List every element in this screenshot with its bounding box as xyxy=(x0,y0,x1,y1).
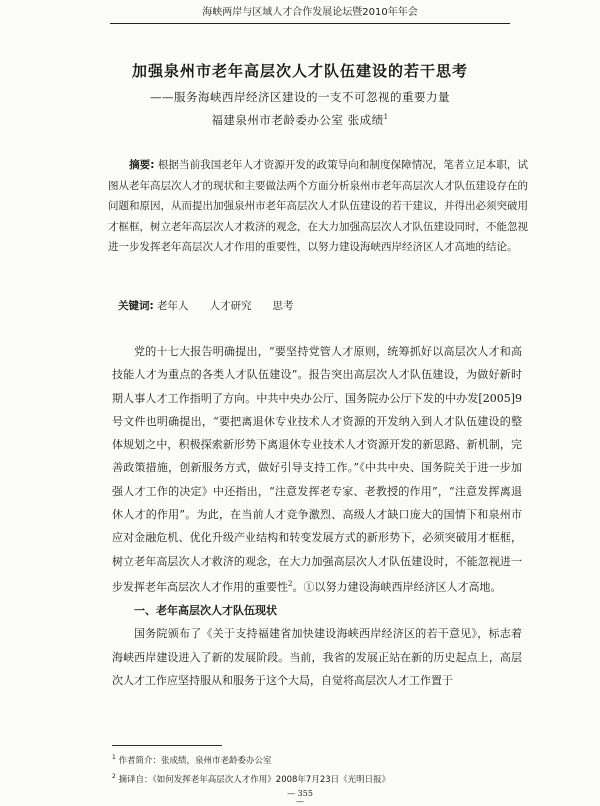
footnote-text: 摘译自：《如何发挥老年高层次人才作用》2008年7月23日《光明日报》 xyxy=(118,774,391,785)
footnote-text: 作者简介：张成绩，泉州市老龄委办公室 xyxy=(118,755,272,766)
footnote-mark: 1 xyxy=(112,754,116,761)
paper-title: 加强泉州市老年高层次人才队伍建设的若干思考 xyxy=(131,62,468,80)
abstract-label: 摘要: xyxy=(129,159,155,171)
keywords-text: 老年人 人才研究 思考 xyxy=(157,300,294,312)
paragraph xyxy=(112,340,522,599)
running-header: 海峡两岸与区域人才合作发展论坛暨2010年年会 xyxy=(110,6,510,24)
author-affiliation: 福建泉州市老龄委办公室 xyxy=(211,113,344,127)
paragraph-text: 党的十七大报告明确提出，“要坚持党管人才原则，统筹抓好以高层次人才和高技能人才为重点的各类人才队伍建设”。报告突出高层次人才队伍建设，为做好新时期人事人才工作指明了方向。中共中央办公厅、国务院办公厅下发的中办发[2005]9 号文件也明确提出，“要把离退休专业技术人才资源的开发纳入到人才队伍建设的整体规划之中，积极探索新形势下离退休专业技术人才资源开发的新思路、新机制，完善政策措施，创新服务方式，做好引导支持工作。”《中共中央、国务院关于进一步加强人才工作的决定》中还指出，“注意发挥老专家、老教授的作用”，“注意发挥离退休人才的作用”。为此，在当前人才竞争激烈、高级人才缺口庞大的国情下和泉州市应对金融危机、优化升级产业结构和转变发展方式的新形势下，必须突破用才框框，树立老年高层次人才救济的观念，在大力加强高层次人才队伍建设时，不能忽视进一步发挥老年高层次人才作用的重要性 xyxy=(112,345,522,594)
footnote-mark: 2 xyxy=(112,772,116,780)
author-name: 张成绩 xyxy=(347,113,384,127)
keywords-label: 关键词: xyxy=(118,300,154,312)
page-number: — 355 — xyxy=(287,789,313,806)
section-heading: 一、老年高层次人才队伍现状 xyxy=(134,603,277,617)
citation-mark: 2 xyxy=(288,579,293,588)
keywords xyxy=(118,297,518,315)
abstract-text: 根据当前我国老年人才资源开发的政策导向和制度保障情况，笔者立足本职，试图从老年高层次人才的现状和主要做法两个方面分析泉州市老年高层次人才队伍建设存在的问题和原因，从而提出加强泉州市老年高层次人才队伍建设的若干建议，并得出必须突破用才框框，树立老年高层次人才救济的观念，在大力加强高层次人才队伍建设同时，不能忽视进一步发挥老年高层次人才作用的重要性，以努力建设海峡西岸经济区人才高地的结论。 xyxy=(108,159,529,253)
abstract xyxy=(108,155,528,258)
paragraph: 国务院颁布了《关于支持福建省加快建设海峡西岸经济区的若干意见》，标志着海峡西岸建设进入了新的发展阶段。当前，我省的发展正站在新的历史起点上，高层次人才工作应坚持服从和服务于这个大局，自觉将高层次人才工作置于 xyxy=(112,627,522,687)
footnote-rule xyxy=(112,745,222,746)
footnote xyxy=(112,750,532,769)
footnotes xyxy=(112,750,532,788)
body-text xyxy=(112,340,522,692)
paragraph-text-tail: 。①以努力建设海峡西岸经济区人才高地。 xyxy=(292,580,502,594)
footnote xyxy=(112,769,532,788)
author-line xyxy=(0,112,600,128)
paper-subtitle: ——服务海峡西岸经济区建设的一支不可忽视的重要力量 xyxy=(150,90,450,104)
author-note-mark: 1 xyxy=(383,113,389,122)
